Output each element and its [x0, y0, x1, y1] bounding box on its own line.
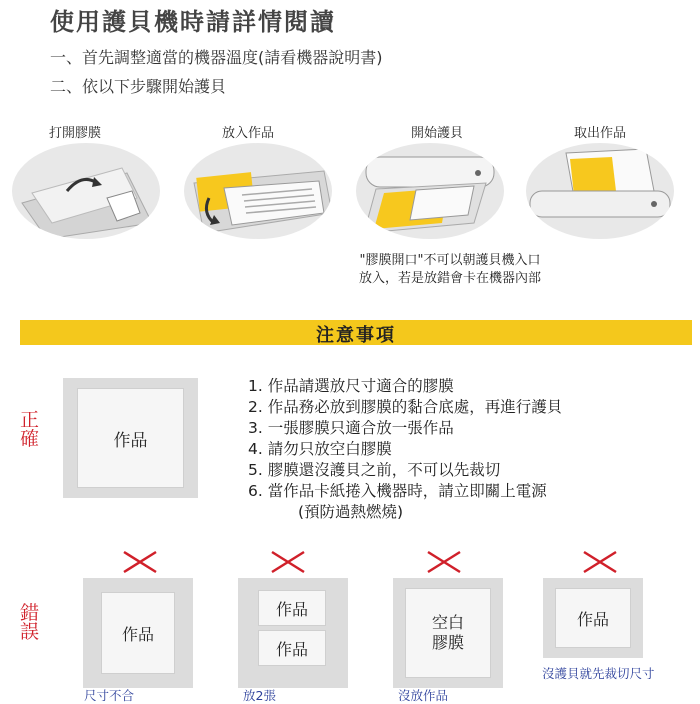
rule-item-5: 5. 膠膜還沒護貝之前，不可以先裁切	[248, 461, 501, 479]
wrong-example-two-pieces	[238, 578, 348, 688]
wrong-char-1: 錯	[20, 602, 40, 624]
rule-item-6: 6. 當作品卡紙捲入機器時，請立即關上電源	[248, 482, 547, 500]
instruction-line-2: 二、依以下步驟開始護貝	[50, 77, 227, 96]
correct-film-example	[63, 378, 198, 498]
wrong-example-artwork: 作品	[101, 592, 175, 674]
correct-artwork: 作品	[77, 388, 184, 488]
wrong-example-size-mismatch	[83, 578, 193, 688]
rule-item-4: 4. 請勿只放空白膠膜	[248, 440, 392, 458]
step-label-start-laminate: 開始護貝	[410, 126, 463, 141]
instruction-line-1: 一、首先調整適當的機器溫度(請看機器說明書)	[50, 48, 383, 67]
open-film-illustration	[12, 143, 160, 239]
wrong-example-artwork-1: 作品	[258, 590, 326, 626]
wrong-example-blank-text	[405, 588, 491, 678]
step-label-insert-artwork: 放入作品	[221, 126, 274, 141]
correct-char-1: 正	[20, 409, 40, 431]
step-label-take-out: 取出作品	[573, 126, 626, 141]
rule-item-3: 3. 一張膠膜只適合放一張作品	[248, 419, 454, 437]
rule-item-6-note: (預防過熱燃燒)	[298, 503, 404, 521]
note-line-1: "膠膜開口"不可以朝護貝機入口	[359, 253, 541, 268]
insert-artwork-illustration	[184, 143, 332, 239]
caption-two-pieces: 放2張	[243, 688, 276, 703]
cross-icon	[582, 550, 618, 574]
wrong-char-2: 誤	[20, 621, 40, 643]
rule-item-2: 2. 作品務必放到膠膜的黏合底處，再進行護貝	[248, 398, 563, 416]
rule-item-1: 1. 作品請選放尺寸適合的膠膜	[248, 377, 454, 395]
notice-banner	[20, 320, 692, 345]
note-line-2: 放入，若是放錯會卡在機器內部	[358, 271, 541, 286]
caption-cut-before: 沒護貝就先裁切尺寸	[542, 666, 655, 681]
correct-side-label	[20, 411, 42, 449]
laminator-output-illustration	[526, 143, 674, 239]
blank-text-line-2: 膠膜	[431, 633, 464, 652]
wrong-example-cut-before	[543, 578, 643, 658]
wrong-example-artwork-2: 作品	[258, 630, 326, 666]
film-opening-note	[300, 252, 600, 288]
page-title: 使用護貝機時請詳情閱讀	[50, 8, 336, 36]
caption-no-artwork: 沒放作品	[398, 688, 449, 703]
caption-size-mismatch: 尺寸不合	[84, 688, 135, 703]
blank-text-line-1: 空白	[431, 613, 464, 632]
laminator-feeding-illustration	[356, 143, 504, 239]
cross-icon	[122, 550, 158, 574]
notice-banner-title: 注意事項	[316, 325, 396, 346]
wrong-example-blank-film	[393, 578, 503, 688]
cross-icon	[270, 550, 306, 574]
correct-char-2: 確	[20, 428, 40, 450]
wrong-example-artwork: 作品	[555, 588, 631, 648]
cross-icon	[426, 550, 462, 574]
step-label-open-film: 打開膠膜	[48, 126, 101, 141]
wrong-side-label	[20, 604, 42, 642]
